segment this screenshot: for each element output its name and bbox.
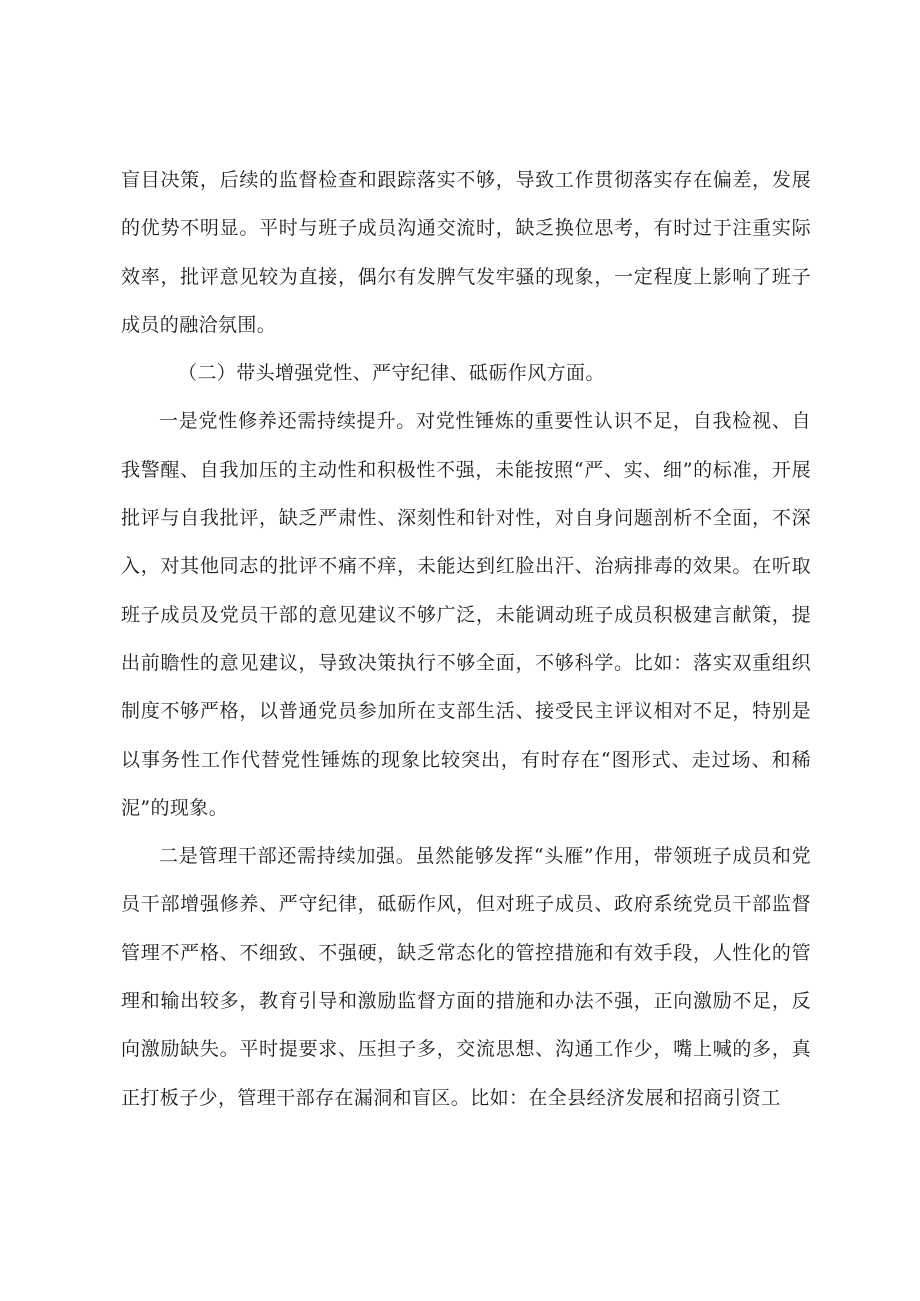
paragraph-point-one: 一是党性修养还需持续提升。对党性锤炼的重要性认识不足，自我检视、自我警醒、自我加压的主动性和积极性不强，未能按照“严、实、细”的标准，开展批评与自我批评，缺乏严肃性、深刻性和针对性，对自身问题剖析不全面，不深入，对其他同志的批评不痛不痒，未能达到红脸出汗、治病排毒的效果。在听取班子成员及党员干部的意见建议不够广泛，未能调动班子成员积极建言献策，提出前瞻性的意见建议，导致决策执行不够全面，不够科学。比如：落实双重组织制度不够严格，以普通党员参加所在支部生活、接受民主评议相对不足，特别是以事务性工作代替党性锤炼的现象比较突出，有时存在“图形式、走过场、和稀泥”的现象。	[121, 410, 811, 819]
section-heading: （二）带头增强党性、严守纪律、砥砺作风方面。	[178, 362, 605, 385]
paragraph-point-two: 二是管理干部还需持续加强。虽然能够发挥“头雁”作用，带领班子成员和党员干部增强修养、严守纪律，砥砺作风，但对班子成员、政府系统党员干部监督管理不严格、不细致、不强硬，缺乏常态化的管控措施和有效手段，人性化的管理和输出较多，教育引导和激励监督方面的措施和办法不强，正向激励不足，反向激励缺失。平时提要求、压担子多，交流思想、沟通工作少，嘴上喊的多，真正打板子少，管理干部存在漏洞和盲区。比如：在全县经济发展和招商引资工	[121, 845, 811, 1109]
document-body	[121, 156, 811, 1122]
paragraph-continuation: 盲目决策，后续的监督检查和跟踪落实不够，导致工作贯彻落实存在偏差，发展的优势不明显。平时与班子成员沟通交流时，缺乏换位思考，有时过于注重实际效率，批评意见较为直接，偶尔有发脾气发牢骚的现象，一定程度上影响了班子成员的融洽氛围。	[121, 169, 811, 336]
